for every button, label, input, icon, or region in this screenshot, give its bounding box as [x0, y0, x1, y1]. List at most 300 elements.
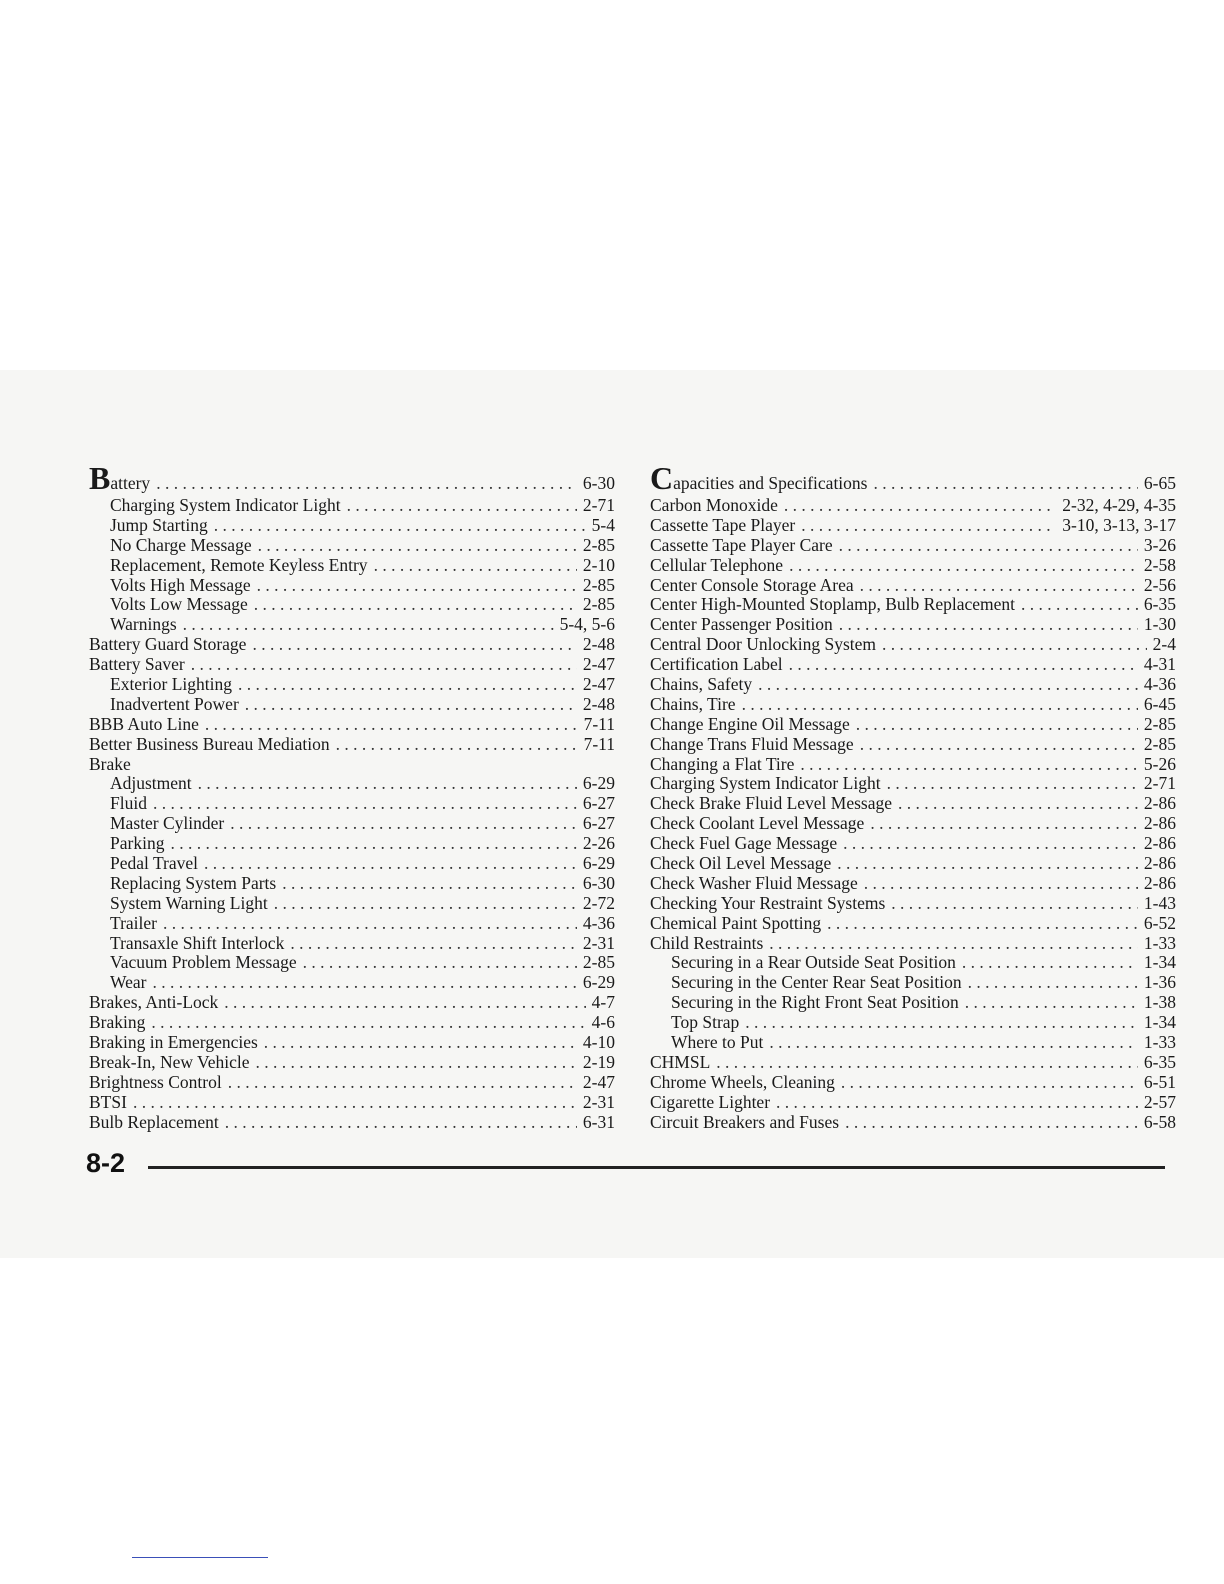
index-subentry	[89, 973, 615, 993]
entry-label	[650, 496, 778, 516]
index-entry	[650, 695, 1176, 715]
dot-leader	[870, 814, 1138, 834]
entry-text: Cassette Tape Player	[650, 514, 796, 535]
dot-leader	[170, 834, 576, 854]
entry-text: Brake	[89, 753, 131, 774]
entry-page-ref: 6-58	[1143, 1111, 1176, 1132]
entry-label	[650, 914, 821, 934]
entry-page-ref: 2-85	[582, 952, 615, 973]
entry-text: Chains, Safety	[650, 674, 753, 695]
entry-page-ref: 2-85	[1143, 733, 1176, 754]
entry-label	[89, 1013, 145, 1033]
dot-leader	[204, 854, 577, 874]
entry-label	[671, 993, 959, 1013]
entry-text: Charging System Indicator Light	[650, 773, 881, 794]
entry-text: Jump Starting	[110, 514, 208, 535]
index-entry	[650, 516, 1176, 536]
dot-leader	[245, 695, 577, 715]
index-entry	[650, 774, 1176, 794]
index-entry	[89, 1013, 615, 1033]
entry-label	[110, 695, 239, 715]
divider-line	[132, 1557, 268, 1558]
entry-label	[650, 635, 876, 655]
entry-page-ref: 6-35	[1143, 1051, 1176, 1072]
entry-text: Cassette Tape Player Care	[650, 534, 833, 555]
entry-label	[650, 1093, 770, 1113]
index-entry	[650, 1093, 1176, 1113]
dot-leader	[191, 655, 577, 675]
index-entry	[89, 635, 615, 655]
entry-page-ref: 2-10	[582, 554, 615, 575]
index-subentry	[89, 595, 615, 615]
index-entry	[650, 1073, 1176, 1093]
footer-rule	[148, 1166, 1165, 1169]
entry-page-ref: 4-7	[591, 992, 615, 1013]
entry-label	[650, 715, 850, 735]
dot-leader	[156, 470, 577, 496]
dot-leader	[224, 993, 585, 1013]
entry-label	[650, 735, 854, 755]
index-subentry	[89, 675, 615, 695]
dot-leader	[800, 755, 1138, 775]
entry-text: Vacuum Problem Message	[110, 952, 297, 973]
index-entry	[650, 914, 1176, 934]
entry-text: Checking Your Restraint Systems	[650, 892, 886, 913]
dot-leader	[282, 874, 577, 894]
index-subentry	[89, 834, 615, 854]
entry-label	[110, 556, 368, 576]
entry-page-ref: 1-33	[1143, 1032, 1176, 1053]
entry-text: Volts Low Message	[110, 594, 248, 615]
dot-leader	[962, 953, 1138, 973]
entry-text: Fluid	[110, 793, 147, 814]
entry-page-ref: 2-19	[582, 1051, 615, 1072]
entry-text: Exterior Lighting	[110, 674, 232, 695]
index-entry	[650, 854, 1176, 874]
entry-page-ref: 4-10	[582, 1032, 615, 1053]
dot-leader	[254, 595, 577, 615]
entry-page-ref: 6-29	[582, 773, 615, 794]
dot-leader	[264, 1033, 577, 1053]
entry-label	[650, 556, 783, 576]
index-entry	[89, 655, 615, 675]
entry-page-ref: 6-52	[1143, 912, 1176, 933]
dot-leader	[336, 735, 578, 755]
entry-text: Check Oil Level Message	[650, 853, 832, 874]
entry-label	[650, 874, 858, 894]
entry-text: Brakes, Anti-Lock	[89, 992, 219, 1013]
entry-label	[110, 774, 192, 794]
dot-leader	[716, 1053, 1138, 1073]
dot-leader	[151, 1013, 585, 1033]
entry-label	[650, 675, 752, 695]
index-entry	[89, 1033, 615, 1053]
entry-text: Check Brake Fluid Level Message	[650, 793, 893, 814]
entry-text: Securing in the Center Rear Seat Position	[671, 972, 962, 993]
dot-leader	[860, 735, 1138, 755]
entry-page-ref: 5-4, 5-6	[559, 614, 615, 635]
index-entry	[650, 755, 1176, 775]
index-entry	[89, 460, 615, 496]
entry-page-ref: 2-4	[1152, 634, 1176, 655]
entry-text: Center High-Mounted Stoplamp, Bulb Replacement	[650, 594, 1016, 615]
entry-label	[89, 635, 246, 655]
dot-leader	[153, 794, 577, 814]
entry-label	[650, 536, 833, 556]
dot-leader	[303, 953, 577, 973]
entry-page-ref: 6-27	[582, 813, 615, 834]
entry-text: Replacement, Remote Keyless Entry	[110, 554, 368, 575]
index-entry	[650, 635, 1176, 655]
index-entry	[650, 576, 1176, 596]
entry-text: Warnings	[110, 614, 177, 635]
entry-page-ref: 6-30	[582, 473, 615, 493]
entry-label	[650, 834, 837, 854]
index-subentry	[89, 814, 615, 834]
index-column-right	[650, 460, 1176, 1133]
entry-text: Wear	[110, 972, 147, 993]
index-entry	[650, 735, 1176, 755]
entry-text: Braking in Emergencies	[89, 1032, 258, 1053]
entry-page-ref: 6-27	[582, 793, 615, 814]
dot-leader	[891, 894, 1138, 914]
entry-label	[110, 814, 224, 834]
entry-text: Central Door Unlocking System	[650, 634, 877, 655]
entry-page-ref: 5-4	[591, 514, 615, 535]
entry-text: Change Trans Fluid Message	[650, 733, 854, 754]
entry-text: Carbon Monoxide	[650, 495, 778, 515]
entry-label	[110, 953, 297, 973]
entry-text: Pedal Travel	[110, 853, 198, 874]
entry-text: Master Cylinder	[110, 813, 225, 834]
dot-leader	[843, 834, 1138, 854]
entry-text: Securing in a Rear Outside Seat Position	[671, 952, 956, 973]
dot-leader	[205, 715, 578, 735]
entry-text: System Warning Light	[110, 892, 268, 913]
entry-page-ref: 2-86	[1143, 833, 1176, 854]
index-entry	[89, 1073, 615, 1093]
entry-text: Trailer	[110, 912, 157, 933]
entry-page-ref: 6-51	[1143, 1071, 1176, 1092]
entry-page-ref: 2-71	[582, 495, 615, 515]
entry-label	[110, 973, 146, 993]
entry-text: Center Console Storage Area	[650, 574, 854, 595]
entry-text: Chrome Wheels, Cleaning	[650, 1071, 835, 1092]
entry-page-ref: 2-58	[1143, 554, 1176, 575]
entry-label	[89, 1113, 219, 1133]
dot-leader	[837, 854, 1138, 874]
index-entry	[89, 1053, 615, 1073]
dot-leader	[882, 635, 1147, 655]
entry-text: BBB Auto Line	[89, 713, 199, 734]
entry-text: Chains, Tire	[650, 693, 736, 714]
entry-page-ref: 2-72	[582, 892, 615, 913]
dot-leader	[183, 615, 554, 635]
entry-page-ref: 6-29	[582, 972, 615, 993]
dot-leader	[856, 715, 1138, 735]
entry-text: CHMSL	[650, 1051, 711, 1072]
entry-label	[110, 595, 248, 615]
dot-leader	[841, 1073, 1138, 1093]
entry-page-ref: 2-47	[582, 674, 615, 695]
entry-text: Inadvertent Power	[110, 693, 239, 714]
entry-page-ref: 1-36	[1143, 972, 1176, 993]
entry-page-ref: 6-45	[1143, 693, 1176, 714]
entry-label	[89, 715, 199, 735]
entry-label	[671, 1013, 739, 1033]
index-subentry	[89, 894, 615, 914]
page-footer	[86, 1148, 1166, 1188]
dot-leader	[225, 1113, 577, 1133]
dot-leader	[839, 536, 1138, 556]
dot-leader	[214, 516, 586, 536]
index-subentry	[89, 934, 615, 954]
index-entry	[650, 615, 1176, 635]
index-subentry	[650, 973, 1176, 993]
dot-leader	[163, 914, 577, 934]
dot-leader	[860, 576, 1138, 596]
dot-leader	[256, 1053, 577, 1073]
dot-leader	[198, 774, 577, 794]
dot-leader	[801, 516, 1056, 536]
dot-leader	[968, 973, 1138, 993]
index-entry	[89, 1093, 615, 1113]
index-subentry	[650, 953, 1176, 973]
index-subentry	[89, 774, 615, 794]
entry-text: Change Engine Oil Message	[650, 713, 850, 734]
entry-page-ref: 2-48	[582, 634, 615, 655]
index-subentry	[89, 874, 615, 894]
entry-text: Replacing System Parts	[110, 872, 277, 893]
entry-page-ref: 2-31	[582, 1091, 615, 1112]
index-entry	[650, 834, 1176, 854]
dot-leader	[133, 1093, 577, 1113]
index-subentry	[89, 914, 615, 934]
index-entry	[650, 934, 1176, 954]
entry-page-ref: 2-85	[582, 534, 615, 555]
entry-page-ref: 2-26	[582, 833, 615, 854]
entry-page-ref: 2-86	[1143, 813, 1176, 834]
entry-page-ref: 6-31	[582, 1111, 615, 1132]
entry-label	[671, 1033, 763, 1053]
index-entry	[650, 655, 1176, 675]
dot-leader	[864, 874, 1138, 894]
entry-page-ref: 2-48	[582, 693, 615, 714]
entry-label	[110, 675, 232, 695]
entry-page-ref: 2-85	[1143, 713, 1176, 734]
entry-text: Parking	[110, 833, 165, 854]
entry-label	[650, 655, 783, 675]
dot-leader	[789, 655, 1138, 675]
entry-text: Battery Guard Storage	[89, 634, 247, 655]
entry-page-ref: 2-31	[582, 932, 615, 953]
dot-leader	[769, 934, 1138, 954]
entry-text: BTSI	[89, 1091, 127, 1112]
dot-leader	[845, 1113, 1138, 1133]
entry-page-ref: 1-30	[1143, 614, 1176, 635]
entry-label	[110, 894, 268, 914]
index-subentry	[650, 1033, 1176, 1053]
entry-text: Securing in the Right Front Seat Position	[671, 992, 959, 1013]
entry-text: Check Coolant Level Message	[650, 813, 865, 834]
entry-page-ref: 2-85	[582, 594, 615, 615]
dot-leader	[347, 496, 577, 516]
entry-text: Braking	[89, 1012, 146, 1033]
index-entry	[650, 1113, 1176, 1133]
entry-label	[110, 496, 341, 516]
entry-label	[110, 576, 251, 596]
entry-label	[110, 615, 177, 635]
entry-page-ref: 4-6	[591, 1012, 615, 1033]
entry-page-ref: 1-34	[1143, 1012, 1176, 1033]
entry-page-ref: 4-36	[582, 912, 615, 933]
entry-label	[89, 1033, 258, 1053]
entry-label	[650, 755, 794, 775]
dot-leader	[230, 814, 577, 834]
entry-label	[110, 914, 157, 934]
dot-leader	[758, 675, 1138, 695]
entry-text: No Charge Message	[110, 534, 252, 555]
entry-page-ref: 2-57	[1143, 1091, 1176, 1112]
index-entry	[89, 993, 615, 1013]
entry-text: Circuit Breakers and Fuses	[650, 1111, 840, 1132]
index-subentry	[650, 993, 1176, 1013]
index-entry	[89, 735, 615, 755]
entry-text: Break-In, New Vehicle	[89, 1051, 250, 1072]
index-subentry	[89, 576, 615, 596]
entry-page-ref: 5-26	[1143, 753, 1176, 774]
entry-page-ref: 2-71	[1143, 773, 1176, 794]
entry-text: Check Fuel Gage Message	[650, 833, 838, 854]
index-entry	[650, 460, 1176, 496]
entry-text: Child Restraints	[650, 932, 764, 953]
dot-leader	[374, 556, 577, 576]
entry-label	[650, 934, 763, 954]
dot-leader	[152, 973, 576, 993]
entry-label	[650, 794, 892, 814]
entry-label	[110, 854, 198, 874]
entry-page-ref: 6-65	[1143, 473, 1176, 493]
entry-text: Changing a Flat Tire	[650, 753, 795, 774]
dot-leader	[839, 615, 1138, 635]
dot-leader	[769, 1033, 1138, 1053]
entry-page-ref: 4-31	[1143, 654, 1176, 675]
dot-leader	[252, 635, 576, 655]
index-entry	[650, 496, 1176, 516]
entry-text: apacities and Specifications	[673, 473, 868, 493]
entry-text: attery	[110, 473, 151, 493]
entry-label	[650, 615, 833, 635]
entry-page-ref: 7-11	[583, 713, 615, 734]
entry-page-ref: 1-38	[1143, 992, 1176, 1013]
entry-label	[89, 460, 151, 496]
entry-label	[650, 576, 854, 596]
index-subentry	[89, 615, 615, 635]
entry-label	[110, 794, 147, 814]
entry-label	[110, 834, 164, 854]
entry-label	[110, 934, 284, 954]
entry-text: Cellular Telephone	[650, 554, 784, 575]
entry-page-ref: 2-86	[1143, 793, 1176, 814]
section-initial: B	[89, 460, 111, 496]
index-entry	[650, 675, 1176, 695]
entry-label	[650, 595, 1015, 615]
dot-leader	[1021, 595, 1138, 615]
entry-label	[650, 695, 736, 715]
index-entry	[650, 794, 1176, 814]
entry-label	[89, 1073, 222, 1093]
entry-text: Better Business Bureau Mediation	[89, 733, 330, 754]
entry-page-ref: 7-11	[583, 733, 615, 754]
index-entry	[650, 556, 1176, 576]
dot-leader	[238, 675, 577, 695]
entry-page-ref: 1-33	[1143, 932, 1176, 953]
index-subentry	[89, 556, 615, 576]
entry-text: Volts High Message	[110, 574, 251, 595]
entry-text: Chemical Paint Spotting	[650, 912, 822, 933]
dot-leader	[965, 993, 1138, 1013]
index-subentry	[89, 496, 615, 516]
entry-label	[650, 1053, 710, 1073]
page-number: 8-2	[86, 1148, 126, 1178]
entry-page-ref: 1-34	[1143, 952, 1176, 973]
dot-leader	[257, 576, 577, 596]
entry-label	[650, 460, 868, 496]
index-entry	[650, 814, 1176, 834]
index-entry	[650, 536, 1176, 556]
entry-label	[89, 1093, 127, 1113]
entry-label	[110, 874, 276, 894]
entry-label	[650, 894, 885, 914]
dot-leader	[745, 1013, 1138, 1033]
dot-leader	[274, 894, 577, 914]
entry-text: Top Strap	[671, 1012, 740, 1033]
dot-leader	[290, 934, 577, 954]
section-initial: C	[650, 460, 674, 496]
dot-leader	[742, 695, 1138, 715]
dot-leader	[827, 914, 1138, 934]
entry-page-ref: 2-85	[582, 574, 615, 595]
entry-label	[650, 774, 881, 794]
entry-page-ref: 3-10, 3-13, 3-17	[1062, 514, 1176, 535]
entry-label	[89, 655, 185, 675]
dot-leader	[873, 470, 1137, 496]
entry-text: Check Washer Fluid Message	[650, 872, 858, 893]
index-subentry	[89, 516, 615, 536]
entry-label	[650, 1113, 839, 1133]
entry-label	[89, 1053, 250, 1073]
entry-text: Center Passenger Position	[650, 614, 833, 635]
dot-leader	[898, 794, 1138, 814]
entry-text: Cigarette Lighter	[650, 1091, 771, 1112]
entry-page-ref: 6-30	[582, 872, 615, 893]
entry-label	[89, 735, 330, 755]
dot-leader	[776, 1093, 1138, 1113]
dot-leader	[887, 774, 1138, 794]
entry-label	[671, 973, 962, 993]
index-entry	[89, 1113, 615, 1133]
index-entry	[89, 755, 615, 775]
dot-leader	[258, 536, 577, 556]
index-subentry	[89, 794, 615, 814]
index-subentry	[89, 854, 615, 874]
entry-text: Charging System Indicator Light	[110, 495, 341, 515]
index-entry	[650, 715, 1176, 735]
entry-page-ref: 2-32, 4-29, 4-35	[1062, 495, 1176, 515]
dot-leader	[228, 1073, 577, 1093]
entry-page-ref: 2-56	[1143, 574, 1176, 595]
index-column-left	[89, 460, 615, 1133]
